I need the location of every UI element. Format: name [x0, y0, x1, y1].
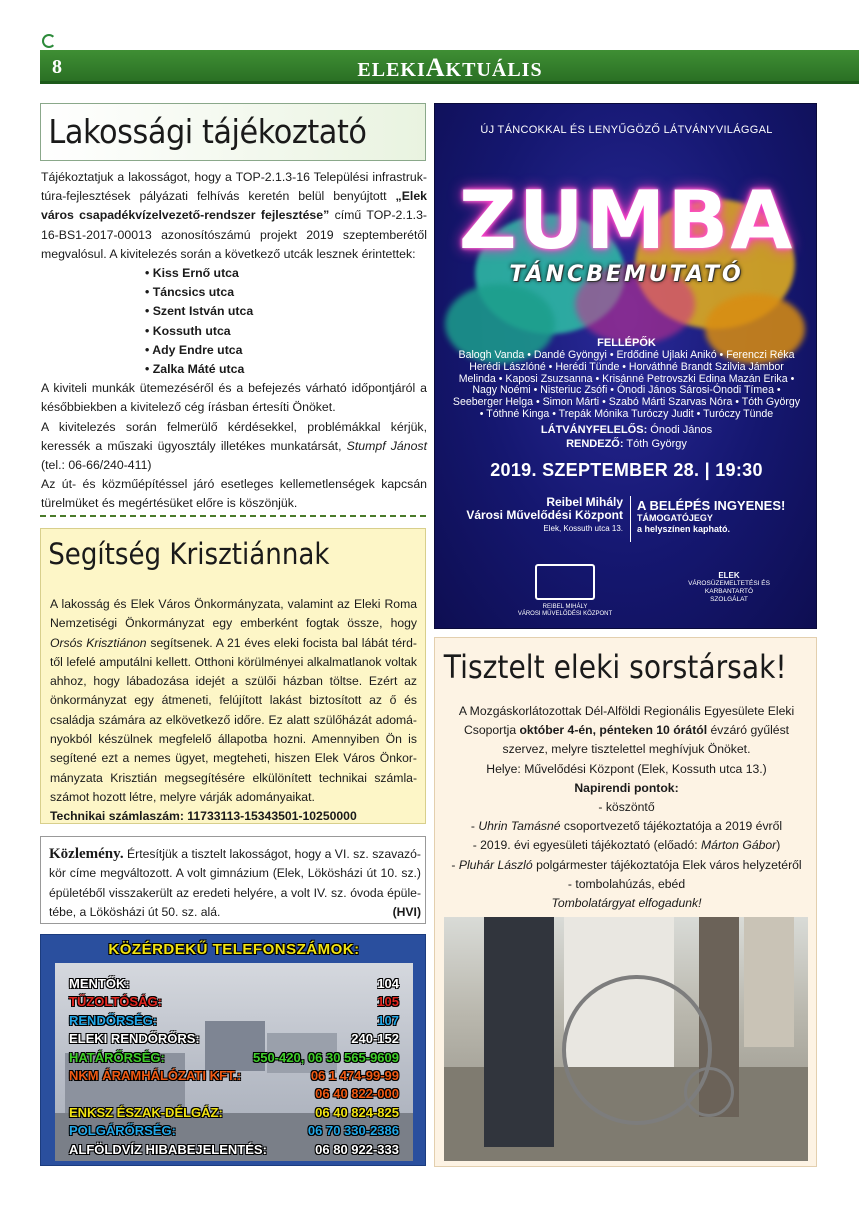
agenda-item: - köszöntő	[598, 800, 655, 815]
sorstarsak-title: Tisztelt eleki sorstársak!	[443, 648, 787, 686]
street-item: • Szent István utca	[145, 302, 427, 321]
street-list	[145, 264, 427, 379]
lakossagi-schedule: A kiviteli munkák ütemezéséről és a befejezés várható időpontjáról a későbbiekben a kivitelező cég írásban értesíti Önöket.	[41, 381, 427, 415]
kozlemeny-box	[40, 836, 426, 924]
lakossagi-contact: A kivitelezés során felmerülő kérdésekkel, problémákkal kérjük, keressék a műszaki ügyosztály illetékes munkatársát, Stumpf Jánost (tel.: 06-66/240-411)	[41, 419, 427, 473]
sorstarsak-box	[434, 637, 817, 1167]
phone-row	[69, 993, 399, 1011]
segitseg-title: Segítség Krisztiánnak	[48, 537, 330, 571]
lakossagi-title-box	[40, 103, 426, 161]
poster-title: ZUMBA	[458, 174, 795, 267]
page-number: 8	[52, 56, 62, 78]
phone-label: HATÁRŐRSÉG:	[69, 1049, 165, 1065]
phone-label: ENKSZ ÉSZAK-DÉLGÁZ:	[69, 1104, 223, 1120]
agenda-item: - Uhrin Tamásné csoportvezető tájékoztatója a 2019 évről	[470, 819, 783, 834]
lakossagi-thanks: Az út- és közműépítéssel járó esetleges kellemetlenségek kapcsán türelmüket és megértésüket előre is köszönjük.	[41, 477, 427, 511]
phone-row	[69, 1067, 399, 1085]
performers-heading: FELLÉPŐK	[597, 337, 656, 349]
invitation-intro: A Mozgáskorlátozottak Dél-Alföldi Regionális Egyesülete Eleki Csoportja október 4-én, pénteken 10 órától évzáró gyűlést szervez, melyre tisztelettel meghívjuk Önöket.	[458, 704, 795, 757]
kozlemeny-signature: (HVI)	[392, 904, 421, 919]
phone-numbers-box	[40, 934, 426, 1166]
kozlemeny-lead: Közlemény.	[49, 846, 124, 862]
maintenance-service-logo-text: ELEK VÁROSÜZEMELTETÉSI ÉS KARBANTARTÓ SZOLGÁLAT	[688, 571, 770, 603]
dashed-divider	[40, 515, 426, 517]
poster-tagline: ÚJ TÁNCOKKAL ÉS LENYŰGÖZŐ LÁTVÁNYVILÁGGAL	[480, 124, 773, 136]
phone-heading: KÖZÉRDEKŰ TELEFONSZÁMOK:	[108, 941, 360, 958]
street-item: • Táncsics utca	[145, 283, 427, 302]
phone-label: NKM ÁRAMHÁLÓZATI KFT.:	[69, 1068, 242, 1083]
cultural-center-logo-icon	[535, 564, 595, 600]
phone-number: 06 40 824-825	[315, 1104, 399, 1120]
agenda-item: - 2019. évi egyesületi tájékoztató (előadó: Márton Gábor)	[472, 838, 781, 853]
phone-row	[69, 1012, 399, 1030]
visual-credit: LÁTVÁNYFELELŐS: Ónodi János	[540, 424, 713, 436]
sorstarsak-invitation	[443, 702, 810, 913]
phone-label: ELEKI RENDŐRŐRS:	[69, 1031, 200, 1047]
phone-number: 107	[377, 1012, 399, 1028]
segitseg-article: A lakosság és Elek Város Önkormányzata, valamint az Eleki Roma Nemzetiségi Önkormányzat egy emberként fogtak össze, hogy Orsós Krisztiánon segítsenek. A 21 éves eleki focista bal lábát térd-től lefelé amputálni kellett. Otthoni körülményei alkalmatlanok voltak ahhoz, hogy lábadozása idejét a szülői házban töltse. Ezért az önkormányzat egy átmeneti, felújított lakást biztosított az ő és családja számára az elkövetkező időre. Ez alatt szülőházát adomá-nyokból készülnek megfelelő állapotba hozni. Amennyiben Ön is segítené ezt a nemes ügyet, megteheti, hiszen Elek Város Önkor-mányzata Krisztián megsegítésére elkülönített technikai számla-számot hozott létre, melyre várják adományaikat. Technikai számlaszám: 11733113-15343501-10250000	[50, 595, 417, 827]
invitation-place: Helye: Művelődési Központ (Elek, Kossuth utca 13.)	[486, 761, 767, 776]
phone-number: 240-152	[351, 1031, 399, 1047]
performers-list: Balogh Vanda • Dandé Gyöngyi • Erdődiné Ujlaki Anikó • Ferenczi Réka Herédi Lászlóné • Herédi Tünde • Horváthné Brandt Szilvia Jámbor Melinda • Kaposi Zsuzsanna • Krisánné Petrovszki Edina Mazán Erika • Nagy Noémi • Nisteriuc Zsófi • Ónodi János Sárosi-Ónodi Tímea • Seeberger Helga • Simon Márti • Szabó Márti Szarvas Nóra • Tóth György • Tóthné Kinga • Trepák Mónika Turóczy Judit • Turóczy Tünde	[452, 349, 801, 420]
street-item: • Kiss Ernő utca	[145, 264, 427, 283]
poster-subtitle: TÁNCBEMUTATÓ	[509, 262, 744, 287]
phone-label: RENDŐRSÉG:	[69, 1012, 158, 1028]
phone-number: 104	[377, 976, 399, 991]
phone-number: 06 80 922-333	[315, 1141, 399, 1157]
publication-title: ELEKIAKTUÁLIS	[357, 53, 543, 82]
event-date: 2019. SZEPTEMBER 28. | 19:30	[490, 460, 763, 480]
phone-label: MENTŐK:	[69, 976, 130, 991]
phone-row	[69, 1141, 399, 1159]
account-number: Technikai számlaszám: 11733113-15343501-10250000	[50, 809, 357, 824]
phone-label: ALFÖLDVÍZ HIBABEJELENTÉS:	[69, 1141, 267, 1157]
agenda-item: - Pluhár László polgármester tájékoztatója Elek város helyzetéről	[451, 857, 802, 872]
event-venue: Reibel Mihály Városi Művelődési Központ Elek, Kossuth utca 13.	[466, 495, 623, 533]
logo-swirl-icon	[42, 34, 56, 48]
lakossagi-intro: Tájékoztatjuk a lakosságot, hogy a TOP-2.1.3-16 Települési infrastruk-túra-fejlesztések pályázati felhívás keretén belül benyújtott „Elek város csapadékvízelvezető-rendszer fejlesztése” című TOP-2.1.3-16-BS1-2017-00013 azonosítószámú projekt 2019 szeptemberétől megvalósul. A kivitelezés során a következő utcák lesznek érintettek:	[41, 170, 428, 261]
agenda-heading: Napirendi pontok:	[574, 780, 679, 795]
lakossagi-article	[41, 168, 427, 514]
raffle-note: Tombolatárgyat elfogadunk!	[551, 896, 702, 911]
venue-divider	[630, 496, 631, 542]
phone-label: TŰZOLTÓSÁG:	[69, 994, 162, 1010]
kozlemeny-text: Közlemény. Értesítjük a tisztelt lakosságot, hogy a VI. sz. szavazó-kör címe megváltozott. A volt gimnázium (Elek, Lökösházi út 10. sz.) épületéből visszakerült az eredeti helyére, a volt IV. sz. óvoda épüle-tébe, a Lökösházi út 50. sz. alá. (HVI)	[49, 845, 421, 922]
phone-row	[69, 1122, 399, 1140]
director-credit: RENDEZŐ: Tóth György	[566, 438, 687, 450]
entry-info: A BELÉPÉS INGYENES! TÁMOGATÓJEGY a helyszínen kapható.	[637, 498, 786, 534]
phone-number: 06 1 474-99-99	[310, 1068, 399, 1083]
cultural-center-logo-text: REIBEL MIHÁLY VÁROSI MŰVELŐDÉSI KÖZPONT	[517, 604, 613, 617]
street-item: • Ady Endre utca	[145, 341, 427, 360]
agenda-item: - tombolahúzás, ebéd	[567, 876, 686, 891]
phone-number: 550-420, 06 30 565-9609	[252, 1049, 399, 1065]
phone-label: POLGÁRŐRSÉG:	[69, 1123, 176, 1139]
phone-number: 105	[377, 994, 399, 1010]
phone-number: 06 70 330-2386	[307, 1123, 399, 1139]
street-item: • Zalka Máté utca	[145, 360, 427, 379]
segitseg-box	[40, 528, 426, 824]
phone-row	[69, 1030, 399, 1048]
phone-number: 06 40 822-000	[315, 1086, 399, 1102]
street-item: • Kossuth utca	[145, 322, 427, 341]
lakossagi-title: Lakossági tájékoztató	[48, 112, 367, 151]
phone-row	[69, 1085, 399, 1103]
phone-row	[69, 1104, 399, 1122]
wheelchair-photo	[444, 917, 808, 1161]
phone-row	[69, 975, 399, 993]
zumba-poster	[434, 103, 817, 629]
phone-row	[69, 1049, 399, 1067]
